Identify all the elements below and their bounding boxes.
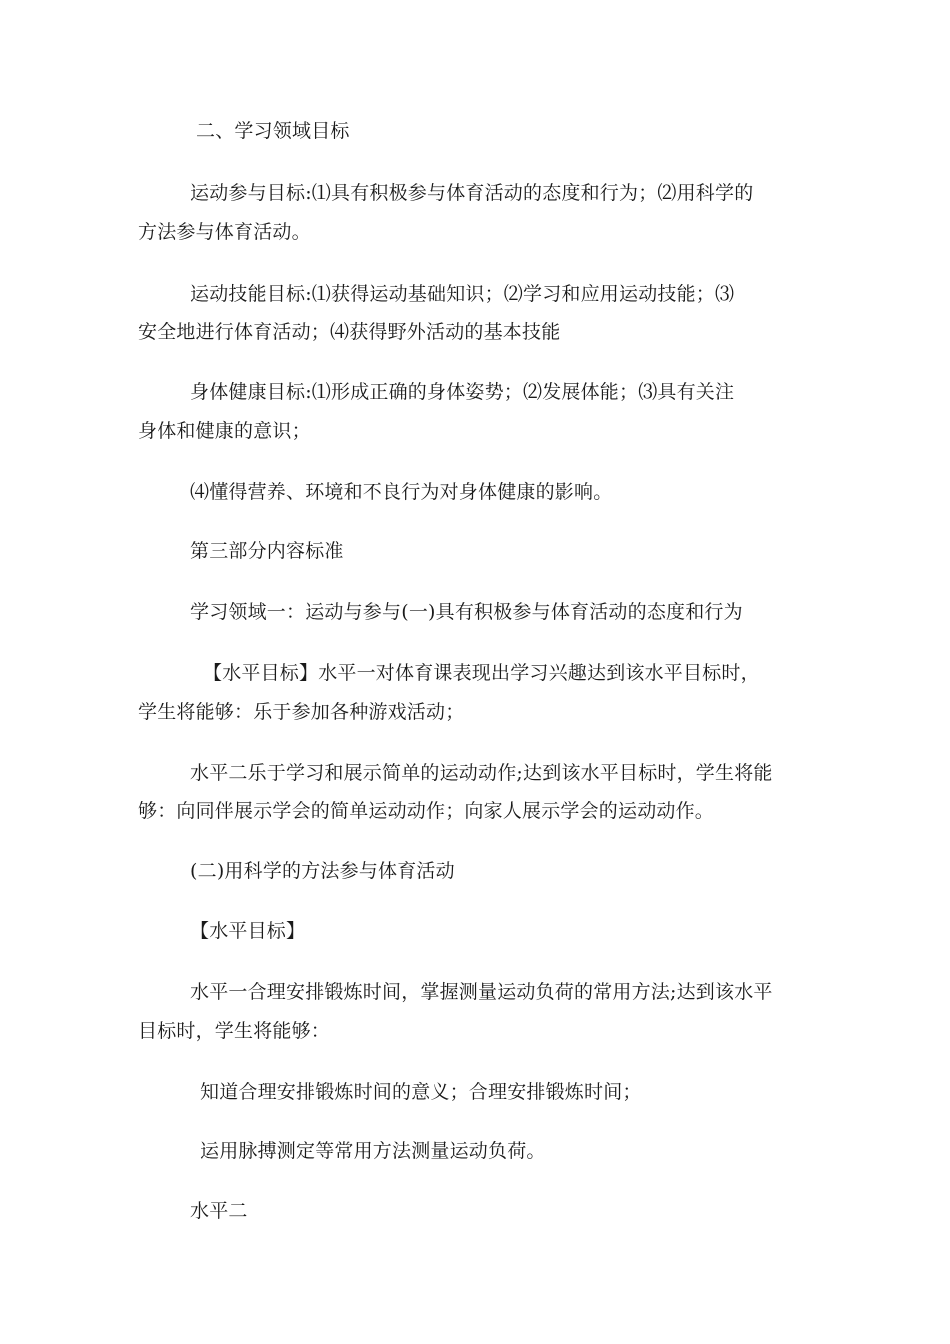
paragraph-skill-goal-line-1: 运动技能目标:⑴获得运动基础知识；⑵学习和应用运动技能；⑶ [190, 283, 735, 305]
section-heading-part-three: 第三部分内容标准 [190, 540, 344, 562]
paragraph-level-one-line-1: 水平一合理安排锻炼时间，掌握测量运动负荷的常用方法;达到该水平 [190, 981, 773, 1003]
paragraph-level-goal-line-1: 【水平目标】水平一对体育课表现出学习兴趣达到该水平目标时， [203, 662, 760, 684]
paragraph-health-goal-item-4: ⑷懂得营养、环境和不良行为对身体健康的影响。 [190, 481, 613, 503]
paragraph-participation-goal-line-1: 运动参与目标:⑴具有积极参与体育活动的态度和行为；⑵用科学的 [190, 182, 754, 204]
paragraph-level-one-line-2: 目标时，学生将能够： [138, 1020, 331, 1042]
paragraph-level-two-line-1: 水平二乐于学习和展示简单的运动动作;达到该水平目标时，学生将能 [190, 762, 773, 784]
section-heading-learning-goals: 二、学习领域目标 [196, 120, 350, 142]
paragraph-skill-goal-line-2: 安全地进行体育活动；⑷获得野外活动的基本技能 [138, 321, 561, 343]
paragraph-health-goal-line-1: 身体健康目标:⑴形成正确的身体姿势；⑵发展体能；⑶具有关注 [190, 381, 735, 403]
paragraph-level-two-line-2: 够：向同伴展示学会的简单运动动作；向家人展示学会的运动动作。 [138, 800, 715, 822]
paragraph-learning-area-one: 学习领域一：运动与参与(一)具有积极参与体育活动的态度和行为 [190, 601, 743, 623]
paragraph-level-goal-line-2: 学生将能够：乐于参加各种游戏活动； [138, 701, 465, 723]
paragraph-pulse-measure: 运用脉搏测定等常用方法测量运动负荷。 [200, 1140, 546, 1162]
paragraph-participation-goal-line-2: 方法参与体育活动。 [138, 221, 311, 243]
paragraph-health-goal-line-2: 身体和健康的意识； [138, 420, 311, 442]
paragraph-know-schedule: 知道合理安排锻炼时间的意义；合理安排锻炼时间； [200, 1081, 642, 1103]
paragraph-scientific-method: (二)用科学的方法参与体育活动 [190, 860, 455, 882]
paragraph-level-goal-heading: 【水平目标】 [190, 920, 306, 942]
paragraph-level-two-heading: 水平二 [190, 1200, 248, 1222]
